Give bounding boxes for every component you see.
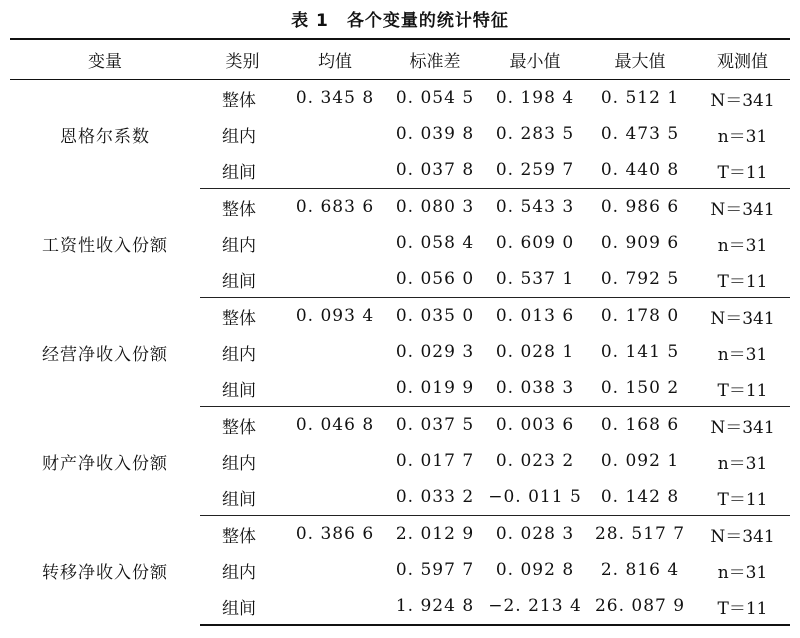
- table-caption: [0, 6, 800, 31]
- mean-cell: [285, 116, 385, 152]
- max-cell: 0. 792 5: [585, 261, 695, 298]
- table-number: 表 1: [291, 11, 329, 31]
- mean-cell: [285, 334, 385, 370]
- category-cell: 整体: [222, 199, 256, 220]
- obs-cell: n＝31: [717, 562, 768, 583]
- sd-cell: 0. 039 8: [395, 124, 475, 144]
- obs-cell: T＝11: [695, 152, 790, 189]
- min-cell: 0. 092 8: [495, 560, 575, 580]
- header-sd: 标准差: [385, 39, 485, 80]
- sd-cell: 0. 035 0: [395, 306, 475, 326]
- obs-cell: N＝341: [710, 90, 775, 111]
- min-cell: 0. 283 5: [495, 124, 575, 144]
- sd-cell: 0. 054 5: [395, 88, 475, 108]
- mean-cell: [285, 225, 385, 261]
- max-cell: 0. 142 8: [585, 479, 695, 516]
- table-row: [10, 516, 790, 553]
- variable-name: 财产净收入份额: [42, 453, 168, 474]
- variable-name: 经营净收入份额: [42, 344, 168, 365]
- variable-group: [10, 516, 790, 626]
- category-cell: 组内: [222, 562, 256, 583]
- mean-cell: [285, 552, 385, 588]
- table-row: [10, 298, 790, 335]
- sd-cell: 0. 080 3: [395, 197, 475, 217]
- max-cell: 0. 440 8: [585, 152, 695, 189]
- table-title: 各个变量的统计特征: [346, 11, 509, 31]
- mean-cell: 0. 345 8: [295, 88, 375, 108]
- category-cell: 组内: [222, 235, 256, 256]
- min-cell: 0. 198 4: [495, 88, 575, 108]
- sd-cell: 0. 058 4: [395, 233, 475, 253]
- max-cell: 0. 141 5: [600, 342, 680, 362]
- mean-cell: 0. 386 6: [295, 524, 375, 544]
- max-cell: 0. 168 6: [600, 415, 680, 435]
- mean-cell: 0. 046 8: [295, 415, 375, 435]
- min-cell: 0. 028 1: [495, 342, 575, 362]
- obs-cell: T＝11: [695, 261, 790, 298]
- category-cell: 整体: [222, 417, 256, 438]
- max-cell: 2. 816 4: [600, 560, 680, 580]
- min-cell: −2. 213 4: [485, 588, 585, 625]
- variable-name: 工资性收入份额: [42, 235, 168, 256]
- min-cell: 0. 038 3: [485, 370, 585, 407]
- table-row: [10, 80, 790, 117]
- max-cell: 28. 517 7: [594, 524, 686, 544]
- category-cell: 组间: [200, 479, 285, 516]
- sd-cell: 1. 924 8: [385, 588, 485, 625]
- max-cell: 0. 092 1: [600, 451, 680, 471]
- header-max: 最大值: [585, 39, 695, 80]
- variable-name: 恩格尔系数: [60, 126, 150, 147]
- sd-cell: 0. 017 7: [395, 451, 475, 471]
- category-cell: 组内: [222, 453, 256, 474]
- header-min: 最小值: [485, 39, 585, 80]
- mean-cell: [285, 479, 385, 516]
- min-cell: 0. 003 6: [495, 415, 575, 435]
- sd-cell: 0. 597 7: [395, 560, 475, 580]
- table-row: [10, 189, 790, 226]
- variable-group: [10, 298, 790, 407]
- header-obs: 观测值: [695, 39, 790, 80]
- category-cell: 组内: [222, 344, 256, 365]
- obs-cell: T＝11: [695, 588, 790, 625]
- mean-cell: [285, 261, 385, 298]
- header-row: [10, 39, 790, 80]
- min-cell: 0. 609 0: [495, 233, 575, 253]
- header-variable: 变量: [10, 39, 200, 80]
- sd-cell: 0. 037 5: [395, 415, 475, 435]
- category-cell: 组间: [200, 152, 285, 189]
- min-cell: 0. 023 2: [495, 451, 575, 471]
- category-cell: 整体: [222, 308, 256, 329]
- mean-cell: 0. 093 4: [295, 306, 375, 326]
- mean-cell: [285, 588, 385, 625]
- obs-cell: N＝341: [710, 417, 775, 438]
- statistics-table: [10, 38, 790, 626]
- variable-name: 转移净收入份额: [42, 562, 168, 583]
- sd-cell: 0. 029 3: [395, 342, 475, 362]
- max-cell: 26. 087 9: [585, 588, 695, 625]
- header-mean: 均值: [285, 39, 385, 80]
- min-cell: −0. 011 5: [485, 479, 585, 516]
- category-cell: 组间: [200, 261, 285, 298]
- obs-cell: N＝341: [710, 308, 775, 329]
- mean-cell: [285, 370, 385, 407]
- max-cell: 0. 909 6: [600, 233, 680, 253]
- obs-cell: n＝31: [717, 235, 768, 256]
- sd-cell: 0. 033 2: [385, 479, 485, 516]
- table-row: [10, 407, 790, 444]
- min-cell: 0. 259 7: [485, 152, 585, 189]
- header-category: 类别: [200, 39, 285, 80]
- max-cell: 0. 986 6: [600, 197, 680, 217]
- max-cell: 0. 150 2: [585, 370, 695, 407]
- obs-cell: N＝341: [710, 526, 775, 547]
- max-cell: 0. 512 1: [600, 88, 680, 108]
- min-cell: 0. 537 1: [485, 261, 585, 298]
- obs-cell: n＝31: [717, 344, 768, 365]
- sd-cell: 0. 037 8: [385, 152, 485, 189]
- mean-cell: 0. 683 6: [295, 197, 375, 217]
- variable-group: [10, 80, 790, 189]
- obs-cell: T＝11: [695, 479, 790, 516]
- category-cell: 组间: [200, 370, 285, 407]
- obs-cell: T＝11: [695, 370, 790, 407]
- sd-cell: 0. 019 9: [385, 370, 485, 407]
- sd-cell: 2. 012 9: [395, 524, 475, 544]
- variable-group: [10, 407, 790, 516]
- max-cell: 0. 178 0: [600, 306, 680, 326]
- min-cell: 0. 013 6: [495, 306, 575, 326]
- category-cell: 组内: [222, 126, 256, 147]
- variable-group: [10, 189, 790, 298]
- category-cell: 整体: [222, 90, 256, 111]
- min-cell: 0. 543 3: [495, 197, 575, 217]
- max-cell: 0. 473 5: [600, 124, 680, 144]
- min-cell: 0. 028 3: [495, 524, 575, 544]
- mean-cell: [285, 443, 385, 479]
- obs-cell: n＝31: [717, 126, 768, 147]
- sd-cell: 0. 056 0: [385, 261, 485, 298]
- mean-cell: [285, 152, 385, 189]
- obs-cell: N＝341: [710, 199, 775, 220]
- category-cell: 组间: [200, 588, 285, 625]
- category-cell: 整体: [222, 526, 256, 547]
- obs-cell: n＝31: [717, 453, 768, 474]
